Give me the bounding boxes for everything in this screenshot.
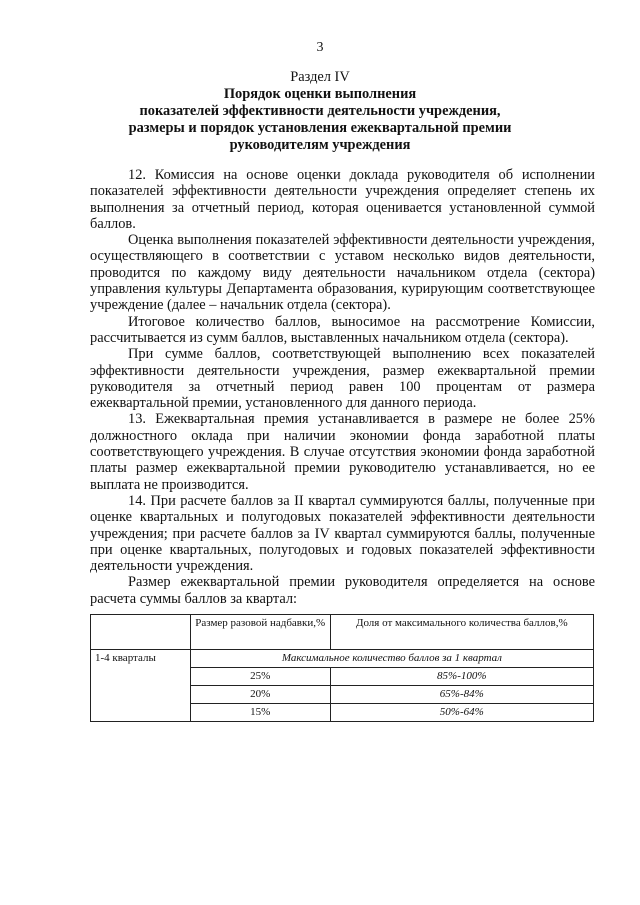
- paragraph: Оценка выполнения показателей эффективности деятельности учреждения, осуществляющего в соответствии с уставом несколько видов деятельности, проводится по каждому виду деятельности начальником отдела (сектора) управления культуры Департамента образования, курирующим соответствующее учреждение (далее – начальник отдела (сектора).: [90, 232, 595, 314]
- period-cell: 1-4 кварталы: [91, 650, 191, 722]
- paragraph: Размер ежеквартальной премии руководителя определяется на основе расчета суммы баллов за квартал:: [90, 574, 595, 607]
- share-cell: 85%-100%: [330, 668, 593, 686]
- max-points-note: Максимальное количество баллов за 1 квартал: [190, 650, 593, 668]
- page-number: 3: [316, 40, 324, 55]
- table-header-row: [91, 615, 594, 650]
- table-row: [91, 650, 594, 668]
- section-title-line: Порядок оценки выполнения: [223, 86, 417, 102]
- paragraph: При сумме баллов, соответствующей выполнению всех показателей эффективности деятельности учреждения, размер ежеквартальной премии руководителя за отчетный период равен 100 процентам от размера ежеквартальной премии, установленного для данного периода.: [90, 346, 595, 412]
- share-cell: 50%-64%: [330, 704, 593, 722]
- table-header-cell: Размер разовой надбавки,%: [190, 615, 330, 650]
- paragraph: Итоговое количество баллов, выносимое на рассмотрение Комиссии, рассчитывается из сумм баллов, выставленных начальником отдела (сектора).: [90, 313, 595, 346]
- table-header-cell: Доля от максимального количества баллов,%: [330, 615, 593, 650]
- table-header-cell: [91, 615, 191, 650]
- section-label: Раздел IV: [290, 69, 350, 85]
- paragraph: 12. Комиссия на основе оценки доклада руководителя об исполнении показателей эффективности деятельности учреждения определяет степень их выполнения за отчетный период, которая оценивается установленной суммой баллов.: [90, 167, 595, 232]
- paragraph: 14. При расчете баллов за II квартал суммируются баллы, полученные при оценке квартальных и полугодовых показателей эффективности деятельности учреждения; при расчете баллов за IV квартал суммируются баллы, полученные при оценке квартальных, полугодовых и годовых показателей эффективности деятельности учреждения.: [90, 492, 595, 575]
- paragraph: 13. Ежеквартальная премия устанавливается в размере не более 25% должностного оклада при наличии экономии фонда заработной платы соответствующего учреждения. В случае отсутствия экономии фонда заработной платы размер ежеквартальной премии руководителю устанавливается, но ее выплата не производится.: [90, 411, 595, 493]
- bonus-cell: 20%: [190, 686, 330, 704]
- section-heading: [0, 69, 640, 154]
- bonus-cell: 15%: [190, 704, 330, 722]
- section-title-line: размеры и порядок установления ежеквартальной премии: [128, 120, 512, 136]
- share-cell: 65%-84%: [330, 686, 593, 704]
- section-title-line: показателей эффективности деятельности учреждения,: [139, 103, 501, 119]
- section-title-line: руководителям учреждения: [229, 137, 411, 153]
- bonus-cell: 25%: [190, 668, 330, 686]
- bonus-table: [90, 614, 594, 722]
- document-body: [90, 167, 595, 607]
